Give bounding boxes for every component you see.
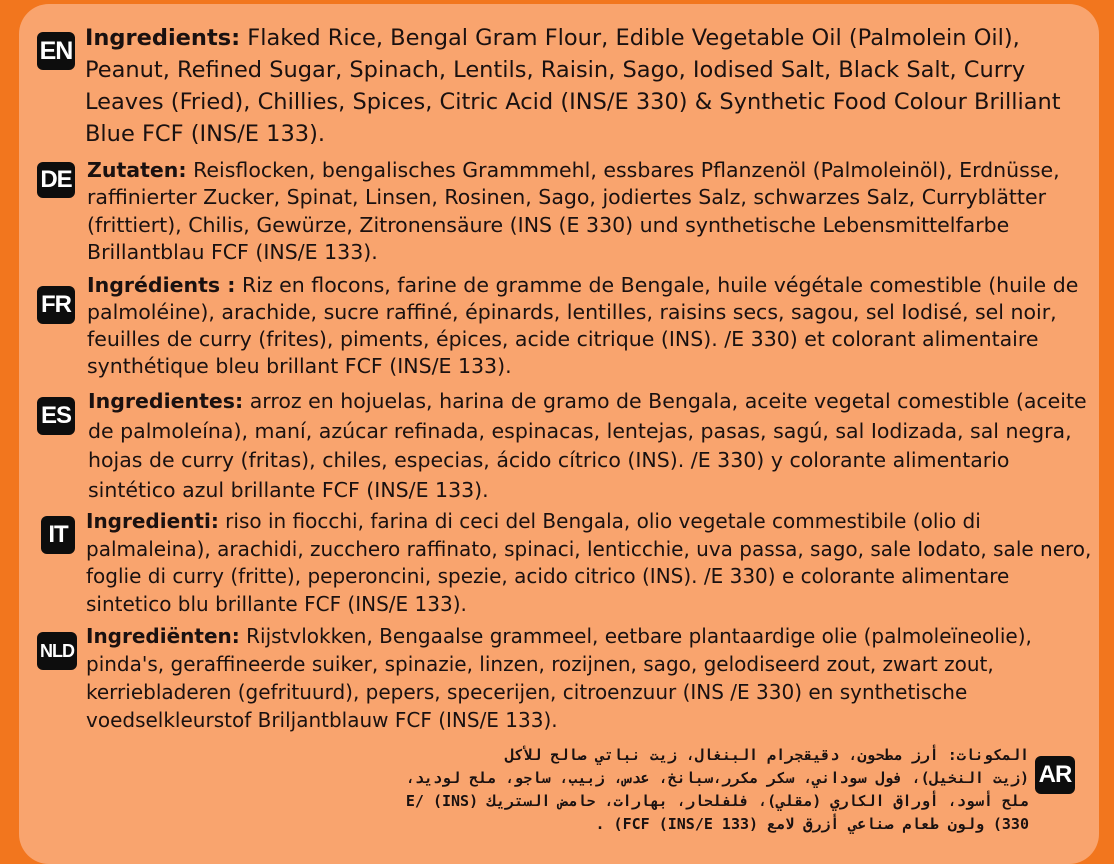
ingredients-body-de: Reisflocken, bengalisches Grammmehl, essbares Pflanzenöl (Palmoleinöl), Erdnüsse, raffinierter Zucker, Spinat, Linsen, Rosinen, Sago, jodiertes Salz, schwarzes Salz, Curryblätter (frittiert), Chilis, Gewürze, Zitronensäure (INS (E 330) und synthetische Lebensmittelfarbe Brillantblau FCF (INS/E 133). — [87, 158, 1060, 264]
ingredients-text-de — [87, 157, 1087, 266]
language-badge-ar: AR — [1035, 756, 1075, 794]
ingredients-line-ar: المكونات: أرز مطحون، دقيقجرام البنغال، زيت نباتي صالح للأكل — [505, 746, 1029, 764]
ingredients-line-ar: (زيت النخيل)، فول سوداني، سكر مكرر،سبانخ، عدس، زبيب، ساجو، ملح لوديد، — [405, 769, 1029, 787]
ingredients-heading-es: Ingredientes: — [88, 389, 244, 413]
ingredients-body-fr: Riz en flocons, farine de gramme de Bengale, huile végétale comestible (huile de palmoléine), arachide, sucre raffiné, épinards, lentilles, raisins secs, sagou, sel Iodisé, sel noir, feuilles de curry (frites), piments, épices, acide citrique (INS). /E 330) et colorant alimentaire synthétique bleu brillant FCF (INS/E 133). — [87, 273, 1079, 378]
language-badge-it: IT — [41, 516, 75, 554]
ingredients-body-es: arroz en hojuelas, harina de gramo de Bengala, aceite vegetal comestible (aceite de palmoleína), maní, azúcar refinada, espinacas, lentejas, pasas, sagú, sal Iodizada, sal negra, hojas de curry (fritas), chiles, especias, ácido cítrico (INS). /E 330) y colorante alimentario sintético azul brillante FCF (INS/E 133). — [88, 389, 1087, 502]
ingredients-text-it — [86, 508, 1096, 618]
ingredients-body-nld: Rijstvlokken, Bengaalse grammeel, eetbare plantaardige olie (palmoleïneolie), pinda's, geraffineerde suiker, spinazie, linzen, rozijnen, sago, gelodiseerd zout, zwart zout, kerriebladeren (gefrituurd), pepers, specerijen, citroenzuur (INS /E 330) en synthetische voedselkleurstof Briljantblauw FCF (INS/E 133). — [86, 624, 1032, 732]
ingredients-text-ar — [189, 744, 1029, 836]
language-badge-de: DE — [37, 162, 75, 198]
ingredients-line-ar: 330) ولون طعام صناعي أزرق لامع FCF (INS/E 133)) . — [595, 815, 1029, 833]
ingredients-heading-it: Ingredienti: — [86, 509, 219, 533]
ingredients-line-ar: ملح أسود، أوراق الكاري (مقلي)، فلفلحار، بهارات، حامض الستريك E/ (INS) — [405, 792, 1029, 810]
language-badge-es: ES — [37, 397, 75, 435]
ingredients-heading-en: Ingredients: — [85, 25, 241, 51]
language-badge-nld: NLD — [37, 632, 77, 670]
ingredients-heading-nld: Ingrediënten: — [86, 624, 240, 648]
ingredients-text-nld — [86, 622, 1096, 734]
ingredients-heading-fr: Ingrédients : — [87, 273, 236, 297]
language-badge-fr: FR — [37, 286, 75, 324]
ingredients-body-it: riso in fiocchi, farina di ceci del Bengala, olio vegetale commestibile (olio di palmaleina), arachidi, zucchero raffinato, spinaci, lenticchie, uva passa, sago, sale Iodato, sale nero, foglie di curry (fritte), peperoncini, spezie, acido citrico (INS). /E 330) e colorante alimentare sintetico blu brillante FCF (INS/E 133). — [86, 509, 1092, 616]
ingredients-text-es — [88, 387, 1098, 505]
ingredients-heading-de: Zutaten: — [87, 158, 187, 182]
ingredients-text-fr — [87, 272, 1097, 380]
ingredients-panel — [19, 4, 1099, 864]
ingredients-body-en: Flaked Rice, Bengal Gram Flour, Edible Vegetable Oil (Palmolein Oil), Peanut, Refined Sugar, Spinach, Lentils, Raisin, Sago, Iodised Salt, Black Salt, Curry Leaves (Fried), Chillies, Spices, Citric Acid (INS/E 330) & Synthetic Food Colour Brilliant Blue FCF (INS/E 133). — [85, 25, 1061, 147]
ingredients-text-en — [85, 22, 1085, 150]
language-badge-en: EN — [37, 32, 75, 70]
